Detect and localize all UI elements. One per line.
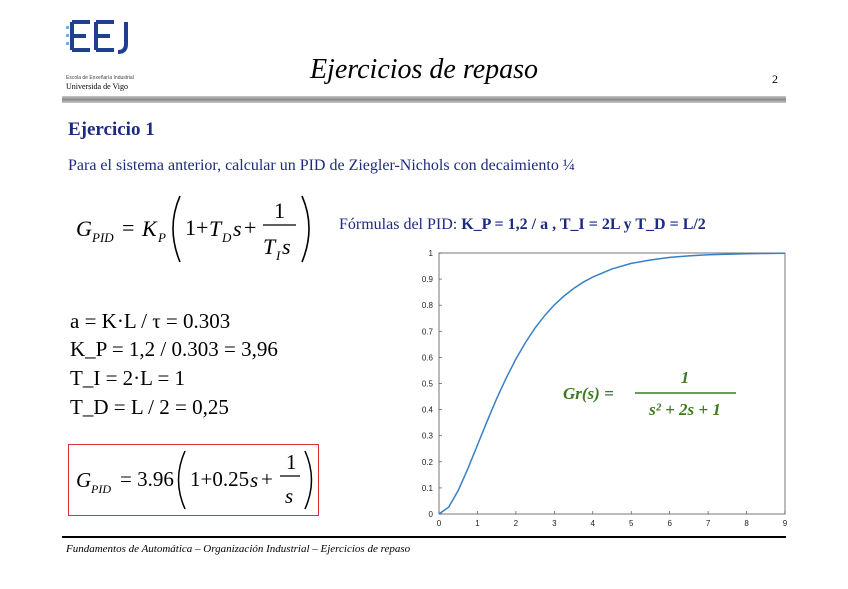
svg-text:+: + — [261, 467, 273, 491]
page-title: Ejercicios de repaso — [309, 54, 539, 85]
x-tick-label: 8 — [744, 519, 749, 528]
svg-text:s: s — [233, 216, 242, 241]
svg-text:1+: 1+ — [185, 215, 209, 240]
svg-text:T: T — [209, 216, 222, 241]
pid-formulas-values: K_P = 1,2 / a , T_I = 2L y T_D = L/2 — [461, 216, 706, 233]
y-tick-label: 0.1 — [421, 483, 433, 493]
pid-formula — [70, 188, 320, 268]
exercise-title: Ejercicio 1 — [68, 119, 155, 140]
footer-text: Fundamentos de Automática – Organización Industrial – Ejercicios de repaso — [66, 543, 411, 555]
step-response-chart — [415, 243, 795, 531]
calc-line-kp: K_P = 1,2 / 0.303 = 3,96 — [70, 337, 278, 361]
x-tick-label: 0 — [436, 519, 442, 528]
calc-line-td: T_D = L / 2 = 0,25 — [70, 395, 229, 419]
y-tick-label: 0.6 — [421, 353, 433, 363]
svg-text:Gr(s) =: Gr(s) = — [563, 384, 614, 403]
pid-result-formula — [72, 447, 317, 513]
svg-text:PID: PID — [92, 230, 114, 245]
svg-text:1+0.25: 1+0.25 — [190, 467, 250, 491]
x-tick-label: 5 — [628, 519, 634, 528]
svg-text:s: s — [282, 234, 291, 259]
svg-text:T: T — [263, 234, 276, 259]
header-divider — [62, 96, 786, 103]
x-tick-label: 6 — [667, 519, 672, 528]
x-tick-label: 2 — [513, 519, 519, 528]
pid-formulas-text — [339, 216, 706, 234]
svg-text:1: 1 — [274, 198, 285, 223]
svg-text:G: G — [76, 216, 92, 241]
svg-text:s: s — [285, 484, 294, 508]
calc-line-a: a = K·L / τ = 0.303 — [70, 309, 231, 333]
footer-divider — [62, 536, 786, 538]
svg-text:P: P — [158, 230, 166, 245]
svg-text:PID: PID — [91, 482, 111, 496]
y-tick-label: 0.7 — [421, 327, 433, 337]
svg-text:D: D — [222, 230, 232, 245]
svg-text:s² + 2s + 1: s² + 2s + 1 — [649, 400, 721, 419]
svg-text:1: 1 — [680, 368, 690, 387]
university-name: Universida de Vigo — [66, 82, 129, 91]
y-tick-label: 0.8 — [421, 301, 433, 311]
y-tick-label: 0.4 — [421, 405, 433, 415]
page-number: 2 — [772, 72, 778, 86]
y-tick-label: 0.5 — [421, 379, 433, 389]
transfer-function-annotation — [563, 368, 736, 419]
y-tick-label: 1 — [428, 249, 433, 258]
svg-text:G: G — [76, 468, 92, 492]
svg-text:1: 1 — [286, 450, 297, 474]
svg-text:= 3.96: = 3.96 — [120, 467, 174, 491]
svg-text:=: = — [122, 215, 135, 240]
y-tick-label: 0.9 — [421, 275, 433, 285]
exercise-description: Para el sistema anterior, calcular un PID de Ziegler-Nichols con decaimiento ¼ — [68, 157, 575, 174]
calc-line-ti: T_I = 2·L = 1 — [70, 366, 186, 390]
x-tick-label: 3 — [552, 519, 557, 528]
x-tick-label: 1 — [475, 519, 480, 528]
y-tick-label: 0 — [428, 510, 433, 519]
svg-text:s: s — [250, 468, 259, 492]
svg-text:K: K — [142, 216, 157, 241]
x-tick-label: 9 — [782, 519, 788, 528]
svg-text:+: + — [244, 215, 257, 240]
x-tick-label: 4 — [590, 519, 596, 528]
x-tick-label: 7 — [705, 519, 711, 528]
pid-formulas-label: Fórmulas del PID: — [339, 216, 462, 233]
y-tick-label: 0.2 — [421, 457, 433, 467]
y-tick-label: 0.3 — [421, 431, 433, 441]
university-subtitle: Escola de Enxeñaría Industrial — [66, 75, 134, 81]
svg-text:EEI: EEI — [102, 72, 104, 73]
svg-text:I: I — [276, 248, 281, 263]
